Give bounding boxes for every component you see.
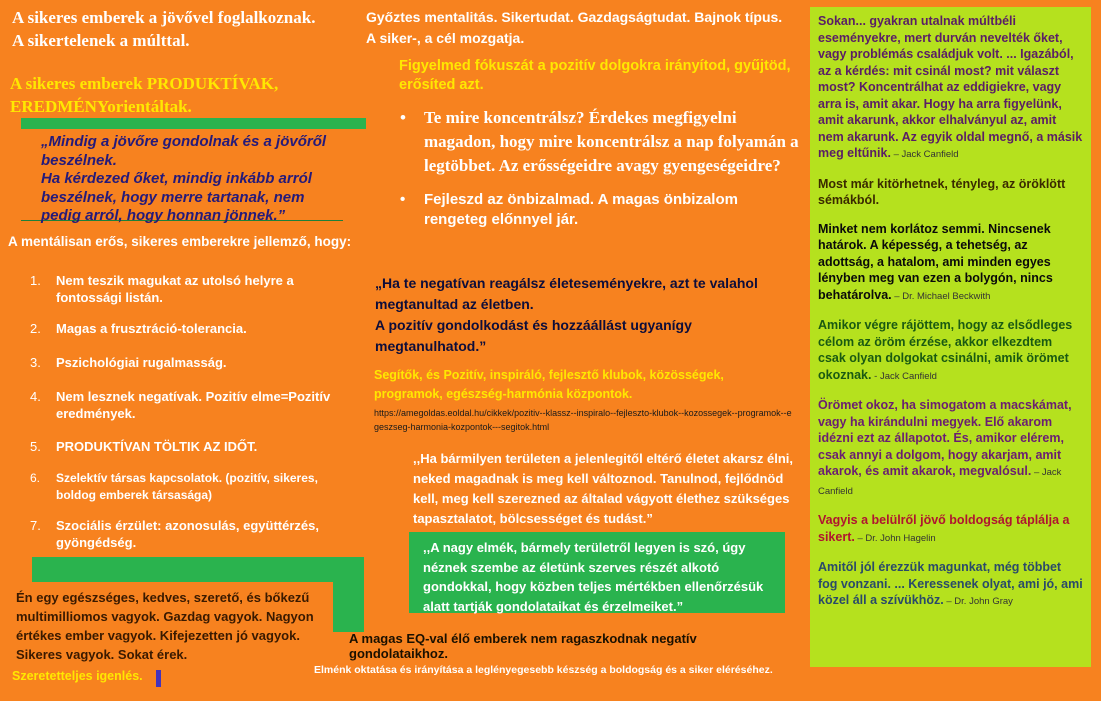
clubs-text: Segítők, és Pozitív, inspiráló, fejlesztő klubok, közösségek, programok, egészség-harmónia központok.: [374, 368, 724, 401]
green-decor-bar-vertical: [333, 578, 364, 632]
list-text: Szelektív társas kapcsolatok. (pozitív, sikeres, boldog emberek társasága): [56, 471, 318, 502]
negative-quote-line-2: A pozitív gondolkodást és hozzáállást ugyanígy megtanulhatod.”: [375, 317, 692, 354]
source-url-link[interactable]: https://amegoldas.eoldal.hu/cikkek/pozitiv--klassz--inspiralo--fejleszto-klubok--kozossegek--programok--egeszseg-harmonia-kozpontok---segitok.html: [374, 408, 792, 432]
productive-heading: [10, 72, 350, 118]
love-affirmation-label: Szeretetteljes igenlés.: [12, 669, 143, 683]
left-heading: [12, 6, 357, 52]
list-text: PRODUKTÍVAN TÖLTIK AZ IDŐT.: [56, 439, 258, 454]
great-minds-quote: ,,A nagy elmék, bármely területről legyen is szó, úgy néznek szembe az életünk szerves részét alkotó gondokkal, hogy közben teljes mértékben ellenőrzésük alatt tartják gondolataikat és érzelmeiket.”: [409, 532, 785, 613]
productive-line-2: EREDMÉNYorientáltak.: [10, 97, 192, 116]
future-quote-line-2: Ha kérdezed őket, mindig inkább arról beszélnek, hogy merre tartanak, nem pedig arról, hogy honnan jönnek.”: [41, 170, 312, 224]
quote-author: – Jack Canfield: [890, 149, 959, 160]
list-item: [30, 320, 350, 337]
list-item: [30, 470, 350, 504]
quote-text: Amikor végre rájöttem, hogy az elsődleges célom az öröm érzése, akkor elkezdtem csak olyan dolgokat csinálni, amik örömet okoznak.: [818, 318, 1073, 382]
quote-author: – Dr. Michael Beckwith: [891, 290, 991, 302]
list-text: Nem teszik magukat az utolsó helyre a fontossági listán.: [56, 273, 294, 305]
quote-text: Vagyis a belülről jövő boldogság táplálja a sikert.: [818, 513, 1070, 544]
green-decor-bar: [32, 557, 364, 582]
quote-text: Minket nem korlátoz semmi. Nincsenek határok. A képesség, a tehetség, az adottság, a hatalom, ami minden egyes lényben meg van ezen a bolygón, nincs behatárolva.: [818, 221, 1053, 302]
quote-item: [818, 397, 1083, 500]
left-heading-line-1: A sikeres emberek a jövővel foglalkoznak.: [12, 8, 316, 27]
quote-item: [818, 317, 1083, 385]
list-item: [30, 517, 350, 551]
list-text: Pszichológiai rugalmasság.: [56, 355, 227, 370]
middle-bullet-list: [398, 106, 803, 230]
green-divider-bar: [21, 118, 366, 129]
mind-training-text: Elménk oktatása és irányítása a leglényegesebb készség a boldogság és a siker eléréséhez.: [314, 664, 773, 676]
list-text: Magas a frusztráció-tolerancia.: [56, 321, 247, 336]
bullet-icon: •: [400, 108, 406, 127]
focus-text: Figyelmed fókuszát a pozitív dolgokra irányítod, gyűjtöd, erősíted azt.: [399, 58, 791, 93]
list-number: 1.: [30, 273, 41, 288]
list-item: [30, 354, 350, 371]
list-item: [30, 438, 350, 455]
quote-text: Amitől jól érezzük magunkat, még többet fog vonzani. ... Keressenek olyat, ami jó, ami közel áll a szívükhöz.: [818, 560, 1083, 607]
productive-line-1: A sikeres emberek PRODUKTÍVAK,: [10, 74, 279, 93]
future-quote: [21, 129, 343, 224]
negative-reaction-quote: [375, 273, 795, 357]
list-item: [30, 388, 350, 422]
quote-item: [818, 13, 1083, 164]
list-text: Nem lesznek negatívak. Pozitív elme=Pozitív eredmények.: [56, 389, 331, 421]
mental-strength-list: [30, 272, 350, 551]
quotes-panel: [810, 7, 1091, 667]
bullet-text: Te mire koncentrálsz? Érdekes megfigyelni magadon, hogy mire koncentrálsz a nap folyamán a legtöbbet. Az erősségeidre avagy gyengeségeidre?: [424, 108, 799, 175]
winner-mentality-heading: [366, 7, 806, 49]
bullet-icon: •: [400, 191, 406, 208]
list-number: 2.: [30, 321, 41, 336]
list-number: 5.: [30, 439, 41, 454]
quote-author: – Dr. John Hagelin: [854, 532, 936, 544]
list-item: [398, 106, 803, 178]
quote-text: Most már kitörhetnek, tényleg, az öröklött sémákból.: [818, 176, 1066, 207]
list-number: 7.: [30, 518, 41, 533]
winner-heading-line-1: Győztes mentalitás. Sikertudat. Gazdagságtudat. Bajnok típus.: [366, 9, 783, 25]
list-item: [30, 272, 350, 306]
affirmation-text: Én egy egészséges, kedves, szerető, és bőkezű multimilliomos vagyok. Gazdag vagyok. Nagyon értékes ember vagyok. Kifejezetten jó vagyok. Sikeres vagyok. Sokat érek.: [16, 590, 314, 662]
future-quote-line-1: „Mindig a jövőre gondolnak és a jövőről beszélnek.: [41, 133, 327, 169]
change-quote: ,,Ha bármilyen területen a jelenlegitől eltérő életet akarsz élni, neked magadnak is meg kell változnod. Tanulnod, fejlődnöd kell, meg kell szerezned az általad vágyott élethez szükséges tapasztalatot, bölcsességet és tudást.”: [413, 451, 794, 526]
quote-item: [818, 176, 1083, 209]
quote-item: [818, 512, 1083, 547]
list-number: 4.: [30, 389, 41, 404]
bullet-text: Fejleszd az önbizalmad. A magas önbizalom rengeteg előnnyel jár.: [424, 191, 738, 228]
list-number: 6.: [30, 471, 41, 485]
quote-item: [818, 559, 1083, 611]
quote-author: – Jack Canfield: [818, 467, 1062, 497]
left-heading-line-2: A sikertelenek a múlttal.: [12, 31, 190, 50]
quote-text: Örömet okoz, ha simogatom a macskámat, vagy ha kirándulni megyek. Elő akarom idézni ezt az állapotot. És, amikor elérem, csak annyi a dolgom, hogy akarjam, amit akarok, és amit akarok, megvalósul.: [818, 398, 1072, 478]
quote-author: – Dr. John Gray: [943, 596, 1013, 607]
quote-text: Sokan... gyakran utalnak múltbéli eseményekre, mert durván nevelték őket, vagy problémás családjuk volt. ... Igazából, az a kérdés: mit csinál most? mit választ most? Koncentrálhat az eddigiekre, vagy arra is, amit akar. Hogy ha arra figyelünk, amit akarunk, akkor elhalványul az, amit nem akarunk. Az egyik oldal megnő, a másik meg eltűnik.: [818, 14, 1083, 160]
quote-item: [818, 221, 1083, 306]
mental-strength-title: A mentálisan erős, sikeres emberekre jellemző, hogy:: [8, 234, 352, 249]
list-item: [398, 190, 803, 230]
negative-quote-line-1: „Ha te negatívan reagálsz életeseményekre, azt te valahol megtanultad az életben.: [375, 275, 758, 312]
quote-author: - Jack Canfield: [871, 370, 937, 382]
eq-text: A magas EQ-val élő emberek nem ragaszkodnak negatív gondolataikhoz.: [349, 631, 697, 661]
text-cursor-mark: [156, 670, 161, 687]
list-number: 3.: [30, 355, 41, 370]
list-text: Szociális érzület: azonosulás, együttérzés, gyöngédség.: [56, 518, 319, 550]
winner-heading-line-2: A siker-, a cél mozgatja.: [366, 30, 525, 46]
